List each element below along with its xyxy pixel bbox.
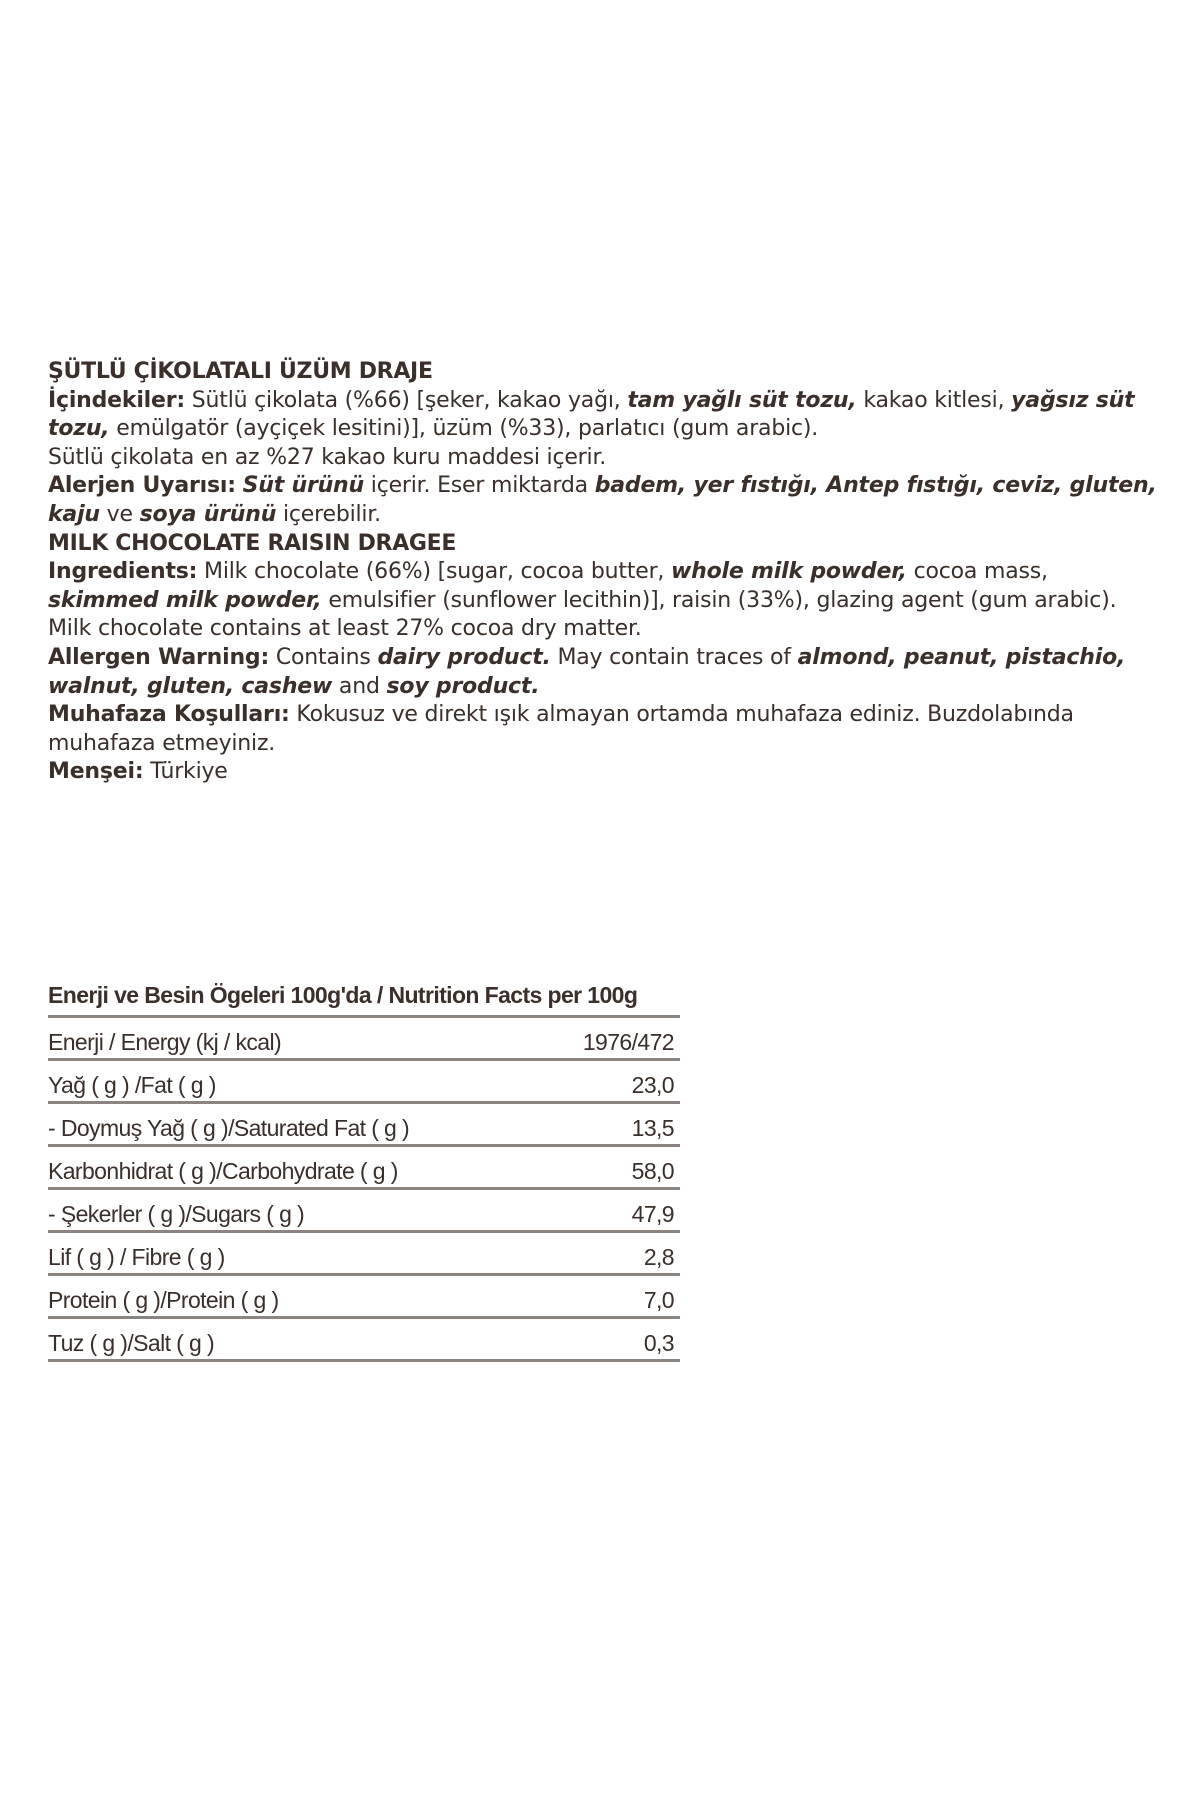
emphasized-text: tam yağlı süt tozu, [627,387,857,413]
text-run: emulsifier (sunflower lecithin)], raisin (33%), glazing agent (gum arabic). [321,587,1117,613]
ingredients-tr [48,387,1158,444]
nutrition-value: 7,0 [643,1287,674,1313]
storage-label: Muhafaza Koşulları: [48,702,290,728]
nutrition-label: Tuz ( g )/Salt ( g ) [48,1330,215,1356]
emphasized-text: Süt ürünü [242,473,364,499]
text-run: May contain traces of [550,644,798,670]
nutrition-row [48,1190,680,1233]
nutrition-row [48,1233,680,1276]
text-run: içerir. Eser miktarda [363,473,595,499]
text-run: Sütlü çikolata (%66) [şeker, kakao yağı, [184,387,628,413]
nutrition-label: Protein ( g )/Protein ( g ) [48,1287,279,1313]
nutrition-table [48,975,680,1362]
nutrition-label: - Şekerler ( g )/Sugars ( g ) [48,1201,305,1227]
nutrition-value: 1976/472 [582,1029,674,1055]
nutrition-row [48,1061,680,1104]
allergen-label-en: Allergen Warning: [48,644,270,670]
product-title-tr: ŞÜTLÜ ÇİKOLATALI ÜZÜM DRAJE [48,359,433,384]
nutrition-value: 2,8 [643,1244,674,1270]
nutrition-header: Enerji ve Besin Ögeleri 100g'da / Nutrition Facts per 100g [48,975,680,1018]
text-run: kakao kitlesi, [856,387,1012,413]
nutrition-value: 13,5 [631,1115,674,1141]
ingredients-label-tr: İçindekiler: [48,387,185,413]
nutrition-label: Lif ( g ) / Fibre ( g ) [48,1244,225,1270]
nutrition-label: Enerji / Energy (kj / kcal) [48,1029,282,1055]
cocoa-note-en: Milk chocolate contains at least 27% cocoa dry matter. [48,616,642,642]
nutrition-value: 47,9 [631,1201,674,1227]
storage-conditions [48,701,1158,758]
text-run: cocoa mass, [906,559,1048,585]
text-run: ve [99,501,140,527]
storage-text: Kokusuz ve direkt ışık almayan ortamda muhafaza ediniz. Buzdolabında muhafaza etmeyiniz. [48,702,1074,756]
text-run: içerebilir. [276,501,381,527]
origin-label: Menşei: [48,759,144,785]
nutrition-row [48,1018,680,1061]
nutrition-value: 0,3 [643,1330,674,1356]
emphasized-text: whole milk powder, [671,559,907,585]
nutrition-row [48,1104,680,1147]
text-run [236,473,243,498]
nutrition-row [48,1147,680,1190]
nutrition-row [48,1276,680,1319]
cocoa-note-tr: Sütlü çikolata en az %27 kakao kuru maddesi içerir. [48,444,607,470]
emphasized-text: soya ürünü [139,501,277,527]
emphasized-text: almond, peanut, pistachio, walnut, gluten, cashew [48,644,1126,699]
text-run: emülgatör (ayçiçek lesitini)], üzüm (%33), parlatıcı (gum arabic). [109,416,819,442]
allergen-warning-tr [48,472,1158,529]
product-title-en: MILK CHOCOLATE RAISIN DRAGEE [48,530,457,556]
ingredients-en [48,558,1158,615]
emphasized-text: dairy product. [377,644,551,670]
emphasized-text: badem, yer fıstığı, Antep fıstığı, ceviz, gluten, kaju [48,473,1157,527]
origin-text: Türkiye [143,759,228,785]
nutrition-value: 23,0 [631,1072,674,1098]
text-run: and [332,673,387,699]
nutrition-label: - Doymuş Yağ ( g )/Saturated Fat ( g ) [48,1115,410,1141]
emphasized-text: skimmed milk powder, [48,587,322,613]
emphasized-text: yağsız süt tozu, [48,387,1135,442]
allergen-warning-en [48,644,1158,701]
ingredients-label-en: Ingredients: [48,559,198,585]
nutrition-value: 58,0 [631,1158,674,1184]
nutrition-row [48,1319,680,1362]
text-run: Contains [269,644,378,670]
emphasized-text: soy product. [386,673,540,699]
nutrition-label: Yağ ( g ) /Fat ( g ) [48,1072,216,1098]
allergen-label-tr: Alerjen Uyarısı: [48,473,236,499]
nutrition-label: Karbonhidrat ( g )/Carbohydrate ( g ) [48,1158,398,1184]
origin [48,758,1158,787]
text-run: Milk chocolate (66%) [sugar, cocoa butter, [197,559,672,585]
product-label-text [48,358,1158,787]
